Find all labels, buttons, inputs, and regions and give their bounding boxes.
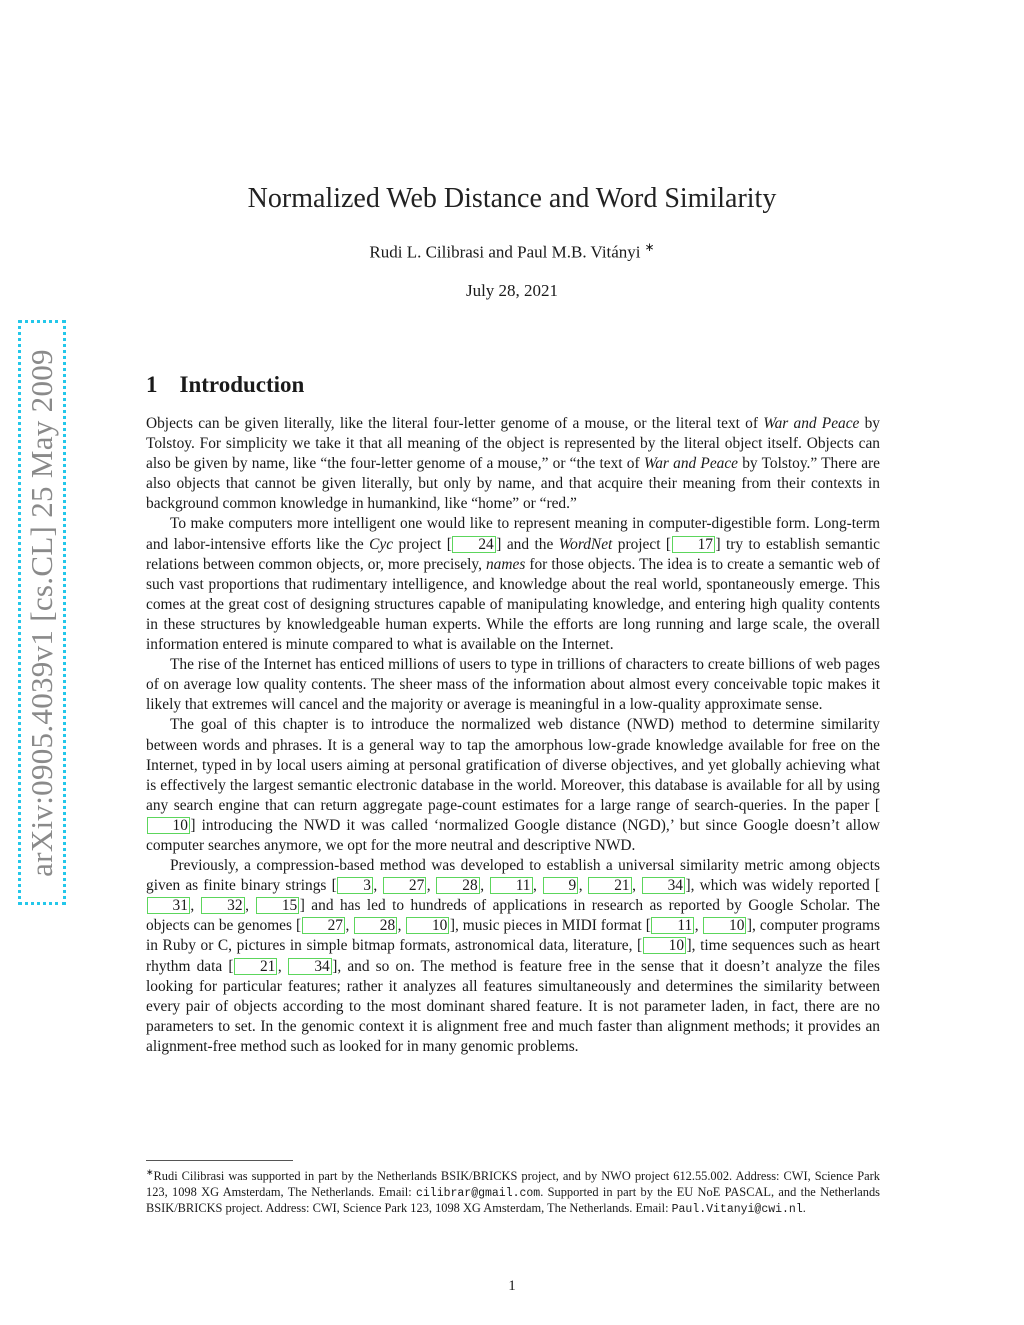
paragraph-2: To make computers more intelligent one would like to represent meaning in computer-digestible form. Long-term and labor-intensive efforts like the Cyc project [ 24 ] and the WordNet project [ 17 ] try to establish semantic relations between common objects, or, more precisely, names for those objects. The idea is to create a semantic web of such vast proportions that rudimentary intelligence, and knowledge about the real world, spontaneously emerge. This comes at the great cost of designing structures capable of manipulating knowledge, and entering high quality contents in these structures by knowledgeable human experts. While the efforts are long running and large scale, the overall information entered is minute compared to what is available on the Internet. bbox=[146, 515, 880, 654]
text-run: and has led to hundreds of applications in research as reported by Google Scholar. The objects can be genomes bbox=[146, 897, 881, 935]
text-run: , music pieces in MIDI format bbox=[455, 917, 646, 935]
citation-link[interactable]: 24 bbox=[452, 536, 495, 553]
citation-group: 31 , 32 , 15 bbox=[146, 897, 300, 914]
citation-link[interactable]: 27 bbox=[383, 877, 426, 894]
email-link[interactable]: cilibrar@gmail.com bbox=[415, 1186, 541, 1200]
citation-link[interactable]: 28 bbox=[436, 877, 479, 894]
text-run: The goal of this chapter is to introduce the normalized web distance (NWD) method to determine similarity between words and phrases. It is a general way to tap the amorphous low-grade knowledge available for free on the Internet, typed in by local users aiming at personal gratification of diverse objectives, and yet globally achieving what is effectively the largest semantic electronic database in the world. Moreover, this database is available for all by using any search engine that can return aggregate page-count estimates for a large range of search-queries. In the paper bbox=[146, 716, 880, 814]
citation-link[interactable]: 10 bbox=[147, 817, 190, 834]
text-run: . bbox=[802, 1201, 806, 1216]
footnote bbox=[146, 1165, 880, 1218]
citation-link[interactable]: 34 bbox=[642, 877, 685, 894]
text-run: , computer programs in Ruby or C, pictures in simple bitmap formats, astronomical data, literature, bbox=[146, 917, 881, 955]
book-title: War and Peace bbox=[643, 455, 739, 473]
project-name: Cyc bbox=[369, 535, 394, 553]
text-run: Previously, a compression-based method was developed to establish a universal similarity metric among objects given as finite binary strings bbox=[146, 857, 880, 895]
arxiv-id: arXiv:0905.4039v1 [cs.CL] 25 May 2009 bbox=[24, 348, 59, 877]
paper-date: July 28, 2021 bbox=[465, 281, 559, 300]
project-name: WordNet bbox=[558, 535, 613, 553]
citation-link[interactable]: 10 bbox=[643, 937, 686, 954]
emphasis: names bbox=[485, 555, 526, 573]
citation-group: 3 , 27 , 28 , 11 , 9 , 21 , 34 bbox=[337, 877, 686, 894]
section-title: Introduction bbox=[179, 372, 305, 397]
citation-link[interactable]: 17 bbox=[672, 536, 715, 553]
citation-link[interactable]: 28 bbox=[354, 917, 397, 934]
section-heading bbox=[146, 372, 304, 398]
section-number: 1 bbox=[146, 372, 158, 397]
text-run: Objects can be given literally, like the literal four-letter genome of a mouse, or the literal text of bbox=[146, 415, 764, 432]
text-run: , time sequences such as heart rhythm data bbox=[146, 937, 880, 975]
text-run: . Supported in part by the EU NoE PASCAL, and the Netherlands BSIK/BRICKS project. Address: CWI, Science Park 123, 1098 XG Amsterdam, The Netherlands. Email: bbox=[146, 1184, 880, 1216]
citation-link[interactable]: 32 bbox=[201, 897, 244, 914]
text-run: try to establish semantic relations between common objects, or, more precisely, bbox=[146, 535, 880, 573]
paragraph-1 bbox=[146, 414, 880, 514]
body-text bbox=[146, 414, 880, 1057]
email-link[interactable]: Paul.Vitanyi@cwi.nl bbox=[671, 1203, 803, 1217]
citation-link[interactable]: 34 bbox=[288, 958, 331, 975]
citation-link[interactable]: 10 bbox=[703, 917, 746, 934]
paragraph-4: The goal of this chapter is to introduce the normalized web distance (NWD) method to determine similarity between words and phrases. It is a general way to tap the amorphous low-grade knowledge available for free on the Internet, typed in by local users aiming at personal gratification of diverse objectives, and yet globally achieving what is effectively the largest semantic electronic database in the world. Moreover, this database is available for all by using any search engine that can return aggregate page-count estimates for a large range of search-queries. In the paper [10 ] introducing the NWD it was called ‘normalized Google distance (NGD),’ but since Google doesn’t allow computer searches anymore, we opt for the more neutral and descriptive NWD. bbox=[146, 716, 880, 854]
citation-link[interactable]: 15 bbox=[256, 897, 299, 914]
text-run: Rudi Cilibrasi was supported in part by the Netherlands BSIK/BRICKS project, and by NWO project 612.55.002. Address: CWI, Science Park 123, 1098 XG Amsterdam, The Netherlands. Email: bbox=[146, 1169, 880, 1199]
text-run: project bbox=[612, 535, 666, 553]
arxiv-identifier-stamp bbox=[18, 320, 66, 905]
author-footnote-mark[interactable]: ∗ bbox=[644, 240, 655, 254]
text-run: for those objects. The idea is to create a semantic web of such vast proportions that rudimentary intelligence, and knowledge about the real world, spontaneously emerge. This comes at the great cost of designing structures capable of manipulating knowledge, and entering high quality contents in these structures by knowledgeable human experts. While the efforts are long running and large scale, the overall information entered is minute compared to what is available on the Internet. bbox=[146, 555, 880, 654]
footnote-rule bbox=[146, 1160, 293, 1161]
text-run: , which was widely reported bbox=[690, 877, 875, 895]
page-number: 1 bbox=[508, 1278, 516, 1294]
citation-link[interactable]: 11 bbox=[651, 917, 694, 934]
text-run: project bbox=[393, 535, 447, 553]
text-run: by Tolstoy.” There are also objects that cannot be given literally, but only by name, and that acquire their meaning from their contexts in background common knowledge in humankind, like “home” or “red.” bbox=[146, 455, 881, 513]
paragraph-3: The rise of the Internet has enticed millions of users to type in trillions of characters to create billions of web pages of on average low quality contents. The sheer mass of the information about almost every conceivable topic makes it likely that extremes will cancel and the majority or average is meaningful in a low-quality approximate sense. bbox=[146, 656, 880, 714]
citation-link[interactable]: 27 bbox=[302, 917, 345, 934]
paper-title: Normalized Web Distance and Word Similarity bbox=[247, 183, 777, 214]
citation-group bbox=[642, 937, 686, 954]
author-line bbox=[0, 240, 1024, 263]
book-title: War and Peace bbox=[763, 415, 860, 432]
citation-link[interactable]: 21 bbox=[234, 958, 277, 975]
text-run: introducing the NWD it was called ‘normalized Google distance (NGD),’ but since Google doesn’t allow computer searches anymore, we opt for the more neutral and descriptive NWD. bbox=[146, 816, 880, 854]
authors: Rudi L. Cilibrasi and Paul M.B. Vitányi bbox=[369, 242, 641, 262]
citation-link[interactable]: 11 bbox=[490, 877, 533, 894]
citation-group: 27 , 28 , 10 bbox=[301, 917, 450, 934]
citation-link[interactable]: 9 bbox=[543, 877, 579, 894]
text-run: To make computers more intelligent one would like to represent meaning in computer-digestible form. Long-term and labor-intensive efforts like the bbox=[146, 515, 880, 553]
citation-link[interactable]: 3 bbox=[337, 877, 373, 894]
text-run: , and so on. The method is feature free in the sense that it doesn’t analyze the files looking for particular features; rather it analyzes all features simultaneously and determines the similarity between every pair of objects according to the most dominant shared feature. It is not parameter laden, in fact, there are no parameters to set. In the genomic context it is alignment free and much faster than alignment methods; it provides an alignment-free method such as looked for in many genomic problems. bbox=[146, 957, 881, 1055]
footnote-mark: ∗ bbox=[146, 1167, 154, 1177]
citation-group: 21 , 34 bbox=[233, 958, 332, 975]
paragraph-5: Previously, a compression-based method was developed to establish a universal similarity metric among objects given as finite binary strings [ 3 , 27 , 28 , 11 , 9 , 21 , 34 ], which was widely reported [31 , 32 , 15 ] and has led to hundreds of applications in research as reported by Google Scholar. The objects can be genomes [ 27 , 28 , 10 ], music pieces in MIDI format [ 11 , 10 ], computer programs in Ruby or C, pictures in simple bitmap formats, astronomical data, literature, [ 10 ], time sequences such as heart rhythm data [ 21 , 34 ], and so on. The method is feature free in the sense that it doesn’t analyze the files looking for particular features; rather it analyzes all features simultaneously and determines the similarity between every pair of objects according to the most dominant shared feature. It is not parameter laden, in fact, there are no parameters to set. In the genomic context it is alignment free and much faster than alignment methods; it provides an alignment-free method such as looked for in many genomic problems. bbox=[146, 857, 881, 1055]
citation-link[interactable]: 31 bbox=[147, 897, 190, 914]
text-run: by Tolstoy. For simplicity we take it that all meaning of the object is represented by the literal object itself. Objects can also be given by name, like “the four-letter genome of a mouse,” or “the text of bbox=[146, 415, 880, 473]
text-run: and the bbox=[501, 535, 559, 553]
citation-link[interactable]: 10 bbox=[406, 917, 449, 934]
citation-group: 11 , 10 bbox=[651, 917, 747, 934]
citation-link[interactable]: 21 bbox=[588, 877, 631, 894]
